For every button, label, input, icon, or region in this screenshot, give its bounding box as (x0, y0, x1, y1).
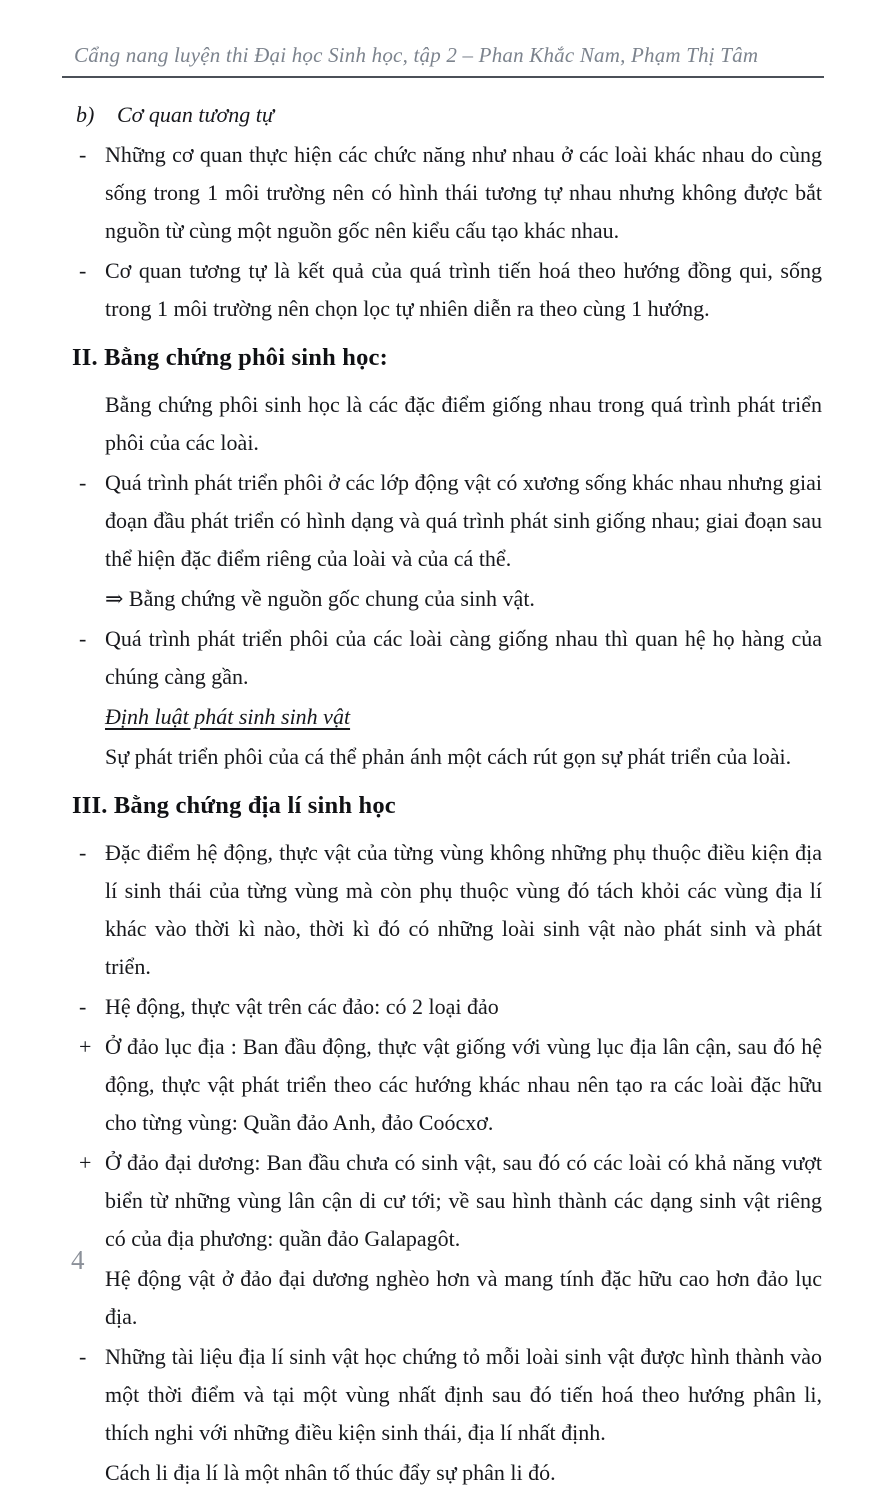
block-text: Đặc điểm hệ động, thực vật của từng vùng không những phụ thuộc điều kiện địa lí sinh thái của từng vùng mà còn phụ thuộc vùng đó tách khỏi các vùng địa lí khác vào thời kì nào, thời kì đó có những loài sinh vật nào phát sinh và phát triển. (105, 840, 822, 979)
paragraph (64, 1260, 822, 1336)
bullet-marker: - (79, 258, 87, 283)
law-title (64, 698, 822, 736)
section-heading: II. Bằng chứng phôi sinh học: (72, 344, 388, 371)
bullet-marker (64, 386, 105, 462)
bullet-marker: + (79, 1034, 92, 1059)
dash-bullet-item (64, 464, 822, 578)
block-text: Cơ quan tương tự (117, 102, 274, 127)
block-text: Quá trình phát triển phôi ở các lớp động vật có xương sống khác nhau nhưng giai đoạn đầu phát triển có hình dạng và quá trình phát sinh giống nhau; giai đoạn sau thể hiện đặc điểm riêng của loài và của cá thể. (105, 470, 822, 571)
paragraph (64, 1454, 822, 1492)
dash-bullet-item (64, 252, 822, 328)
plus-bullet-item (64, 1028, 822, 1142)
block-text: Sự phát triển phôi của cá thể phản ánh một cách rút gọn sự phát triển của loài. (105, 744, 792, 769)
sub-item (64, 96, 822, 134)
section-heading: III. Bằng chứng địa lí sinh học (72, 792, 396, 819)
bullet-marker: b) (76, 102, 95, 127)
dash-bullet-item (64, 1338, 822, 1452)
bullet-marker: - (79, 470, 87, 495)
bullet-marker: - (79, 142, 87, 167)
dash-bullet-item (64, 136, 822, 250)
block-text: Hệ động, thực vật trên các đảo: có 2 loại đảo (105, 994, 499, 1019)
paragraph (64, 580, 822, 618)
block-text: Cơ quan tương tự là kết quả của quá trình tiến hoá theo hướng đồng qui, sống trong 1 môi trường nên chọn lọc tự nhiên diễn ra theo cùng 1 hướng. (105, 258, 822, 321)
running-head-title: Cẩng nang luyện thi Đại học Sinh học, tập 2 – Phan Khắc Nam, Phạm Thị Tâm (74, 43, 759, 67)
bullet-marker: - (79, 994, 87, 1019)
page-number: 4 (71, 1245, 85, 1275)
block-text: Định luật phát sinh sinh vật (105, 704, 351, 729)
block-text: Những tài liệu địa lí sinh vật học chứng tỏ mỗi loài sinh vật được hình thành vào một thời điểm và tại một vùng nhất định sau đó tiến hoá theo hướng phân li, thích nghi với những điều kiện sinh thái, địa lí nhất định. (105, 1344, 822, 1445)
block-text: Hệ động vật ở đảo đại dương nghèo hơn và mang tính đặc hữu cao hơn đảo lục địa. (105, 1266, 822, 1329)
bullet-marker (64, 580, 105, 618)
bullet-marker (64, 698, 105, 736)
bullet-marker: - (79, 840, 87, 865)
page-header (62, 0, 824, 78)
bullet-marker: - (79, 626, 87, 651)
plus-bullet-item (64, 1144, 822, 1258)
block-text: Cách li địa lí là một nhân tố thúc đẩy sự phân li đó. (105, 1460, 556, 1485)
dash-bullet-item (64, 988, 822, 1026)
block-text: Bằng chứng phôi sinh học là các đặc điểm giống nhau trong quá trình phát triển phôi của các loài. (105, 392, 822, 455)
dash-bullet-item (64, 620, 822, 696)
paragraph (64, 386, 822, 462)
block-text: Ở đảo đại dương: Ban đầu chưa có sinh vật, sau đó có các loài có khả năng vượt biển từ những vùng lân cận di cư tới; về sau hình thành các dạng sinh vật riêng có của địa phương: quần đảo Galapagôt. (105, 1150, 822, 1251)
bullet-marker (64, 1454, 105, 1492)
block-text: Ở đảo lục địa : Ban đầu động, thực vật giống với vùng lục địa lân cận, sau đó hệ động, thực vật phát triển theo các hướng khác nhau nên tạo ra các loài đặc hữu cho từng vùng: Quần đảo Anh, đảo Coócxơ. (105, 1034, 822, 1135)
bullet-marker (64, 738, 105, 776)
bullet-marker: + (79, 1150, 92, 1175)
dash-bullet-item (64, 834, 822, 986)
block-text: Quá trình phát triển phôi của các loài càng giống nhau thì quan hệ họ hàng của chúng càng gần. (105, 626, 822, 689)
block-text: Những cơ quan thực hiện các chức năng như nhau ở các loài khác nhau do cùng sống trong 1 môi trường nên có hình thái tương tự nhau nhưng không được bắt nguồn từ cùng một nguồn gốc nên kiểu cấu tạo khác nhau. (105, 142, 822, 243)
bullet-marker: - (79, 1344, 87, 1369)
block-text: ⇒ Bằng chứng về nguồn gốc chung của sinh vật. (105, 586, 535, 611)
page-content (64, 96, 822, 1492)
paragraph (64, 738, 822, 776)
